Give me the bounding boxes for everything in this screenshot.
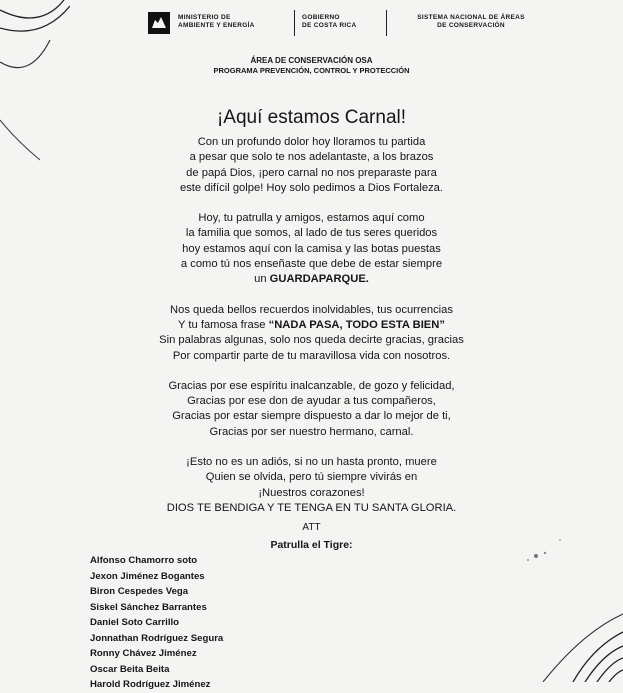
text-line: a pesar que solo te nos adelantaste, a los brazos	[189, 151, 434, 164]
stanza-2	[0, 211, 623, 287]
text-line: de papá Dios, ¡pero carnal no nos preparaste para	[186, 166, 437, 179]
text-line: la familia que somos, al lado de tus seres queridos	[185, 227, 438, 240]
signatory-name: Harold Rodríguez Jiménez	[90, 679, 211, 690]
page-title: ¡Aquí estamos Carnal!	[216, 107, 407, 128]
text-line: DIOS TE BENDIGA Y TE TENGA EN TU SANTA GLORIA.	[166, 501, 457, 514]
header-divider	[294, 10, 295, 36]
text-line: Quien se olvida, pero tú siempre vivirás en	[205, 471, 418, 484]
patrol-name: Patrulla el Tigre:	[270, 539, 353, 551]
signatory-name: Alfonso Chamorro soto	[90, 555, 198, 566]
letter-body	[0, 135, 623, 531]
text-line: ¡Esto no es un adiós, si no un hasta pronto, muere	[186, 456, 437, 469]
guardaparque-emphasis: GUARDAPARQUE.	[269, 273, 369, 286]
text-line: Sin palabras algunas, solo nos queda decirte gracias, gracias	[159, 334, 464, 347]
text-line	[0, 318, 623, 333]
area-name: ÁREA DE CONSERVACIÓN OSA	[250, 56, 373, 65]
signatory-list	[90, 553, 223, 693]
text-line: Con un profundo dolor hoy lloramos tu partida	[197, 136, 426, 148]
text-line: Por compartir parte de tu maravillosa vida con nosotros.	[172, 349, 451, 362]
stanza-4	[0, 379, 623, 440]
stanza-3	[0, 303, 623, 364]
text-line: a como tú nos enseñaste que debe de estar siempre	[180, 258, 443, 271]
text-fragment: Y tu famosa frase	[178, 318, 269, 331]
program-name: PROGRAMA PREVENCIÓN, CONTROL Y PROTECCIÓN	[213, 66, 410, 75]
signatory-name: Oscar Beita Beita	[90, 663, 170, 675]
text-line: Nos queda bellos recuerdos inolvidables, tus ocurrencias	[170, 303, 453, 316]
text-line: Gracias por ese espíritu inalcanzable, de gozo y felicidad,	[168, 379, 455, 392]
ministry-name: MINISTERIO DE AMBIENTE Y ENERGÍA	[178, 14, 255, 29]
government-name: GOBIERNO DE COSTA RICA	[302, 14, 357, 29]
signatory-name: Biron Cespedes Vega	[90, 586, 189, 597]
text-line: Hoy, tu patrulla y amigos, estamos aquí como	[198, 212, 425, 225]
signatory-name: Daniel Soto Carrillo	[90, 617, 180, 628]
text-line: hoy estamos aquí con la camisa y las botas puestas	[182, 242, 441, 255]
minae-logo-icon	[148, 12, 170, 34]
text-line: Gracias por ser nuestro hermano, carnal.	[209, 425, 414, 438]
header-divider	[386, 10, 387, 36]
text-line	[0, 272, 623, 287]
system-name: SISTEMA NACIONAL DE ÁREAS DE CONSERVACIÓN	[417, 14, 525, 29]
famous-phrase: “NADA PASA, TODO ESTA BIEN”	[268, 318, 445, 331]
signatory-name: Ronny Chávez Jiménez	[90, 648, 197, 659]
att-label: ATT	[302, 522, 321, 533]
text-fragment: un	[254, 273, 270, 286]
signatory-name: Jonnathan Rodríguez Segura	[90, 632, 224, 644]
text-line: ¡Nuestros corazones!	[258, 486, 365, 499]
stanza-1	[0, 135, 623, 196]
area-heading	[0, 56, 623, 76]
stanza-5	[0, 455, 623, 516]
text-line: este difícil golpe! Hoy solo pedimos a Dios Fortaleza.	[179, 181, 444, 194]
text-line: Gracias por estar siempre dispuesto a dar lo mejor de ti,	[172, 410, 451, 423]
text-line: Gracias por ese don de ayudar a tus compañeros,	[187, 395, 436, 408]
signatory-name: Siskel Sánchez Barrantes	[90, 601, 207, 613]
signatory-name: Jexon Jiménez Bogantes	[90, 570, 205, 582]
letterhead	[148, 8, 548, 40]
